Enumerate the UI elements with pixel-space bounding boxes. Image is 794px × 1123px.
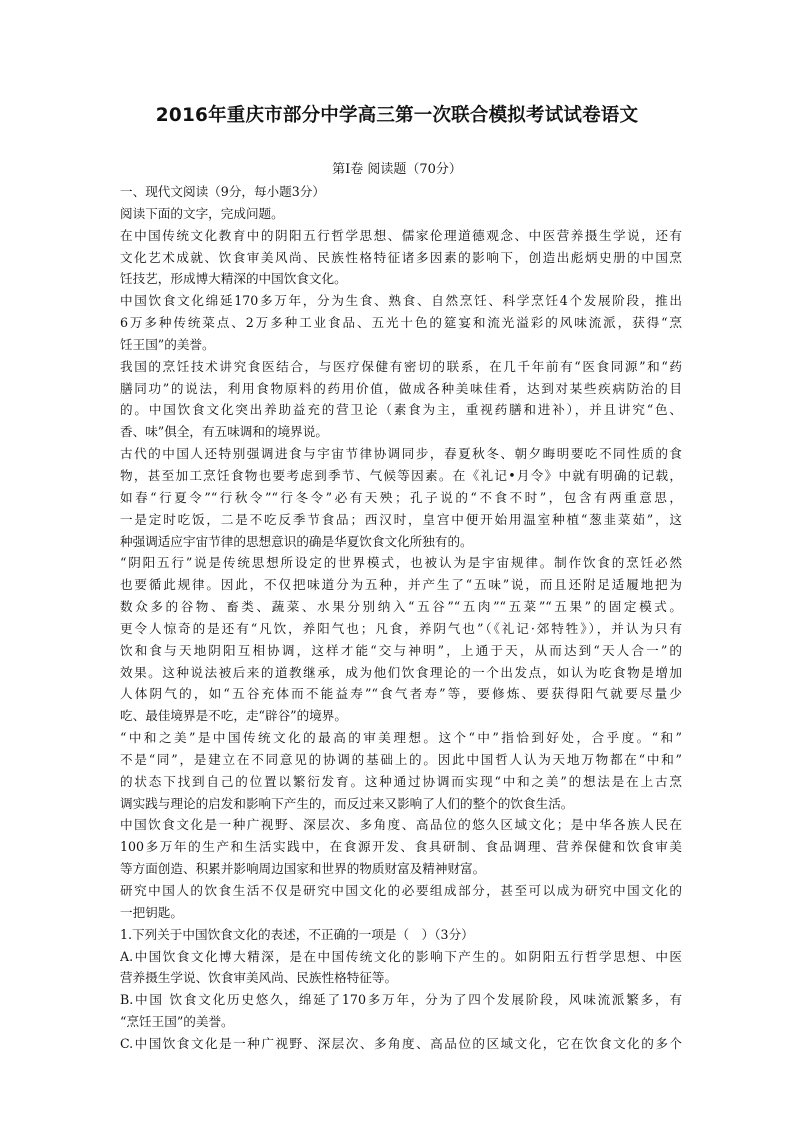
text-line: “中和之美”是中国传统文化的最高的审美理想。这个“中”指恰到好处，合乎度。“和” bbox=[120, 730, 682, 746]
text-line: 研究中国人的饮食生活不仅是研究中国文化的必要组成部分，甚至可以成为研究中国文化的 bbox=[120, 883, 682, 898]
text-line: 饮和食与天地阴阳互相协调，这样才能“交与神明”，上通于天，从而达到“天人合一”的 bbox=[120, 642, 682, 658]
option-c: C.中国饮食文化是一种广视野、深层次、多角度、高品位的区域文化，它在饮食文化的多个 bbox=[120, 1035, 682, 1051]
text-line: 在中国传统文化教育中的阴阳五行哲学思想、儒家伦理道德观念、中医营养摄生学说，还有 bbox=[120, 227, 682, 243]
text-line: 饪技艺，形成博大精深的中国饮食文化。 bbox=[120, 271, 347, 287]
text-line: 膳同功”的说法，利用食物原料的药用价值，做成各种美味佳肴，达到对某些疾病防治的目 bbox=[120, 380, 682, 396]
text-line: 也要循此规律。因此，不仅把味道分为五种，并产生了“五味”说，而且还附足适履地把为 bbox=[120, 577, 682, 593]
option-b-continued: “烹饪王国”的美誉。 bbox=[120, 1014, 234, 1030]
text-line: “阴阳五行”说是传统思想所设定的世界模式，也被认为是宇宙规律。制作饮食的烹饪必然 bbox=[120, 555, 682, 571]
text-line: 中国饮食文化是一种广视野、深层次、多角度、高品位的悠久区域文化；是中华各族人民在 bbox=[120, 817, 682, 833]
option-b: B.中国 饮食文化历史悠久，绵延了170多万年，分为了四个发展阶段，风味流派繁多，有 bbox=[120, 992, 682, 1008]
text-line: 等方面创造、积累并影响周边国家和世界的物质财富及精神财富。 bbox=[120, 861, 486, 877]
text-line: 数众多的谷物、畜类、蔬菜、水果分别纳入“五谷”“五肉”“五菜”“五果”的固定模式。 bbox=[120, 599, 682, 615]
text-line: 文化艺术成就、饮食审美风尚、民族性格特征诸多因素的影响下，创造出彪炳史册的中国烹 bbox=[120, 249, 682, 265]
text-line: 饪王国”的美誉。 bbox=[120, 336, 215, 352]
question-1-stem: 1.下列关于中国饮食文化的表述，不正确的一项是（ ）（3分） bbox=[120, 926, 474, 942]
text-line: 香、味”俱全，有五味调和的境界说。 bbox=[120, 424, 328, 440]
option-a-continued: 营养摄生学说、饮食审美风尚、民族性格特征等。 bbox=[120, 970, 398, 986]
text-line: 我国的烹饪技术讲究食医结合，与医疗保健有密切的联系，在几千年前有“医食同源”和“药 bbox=[120, 358, 682, 374]
text-line: 调实践与理论的启发和影响下产生的，而反过来又影响了人们的整个的饮食生活。 bbox=[120, 795, 574, 811]
text-line: 一、现代文阅读（9分，每小题3分） bbox=[120, 184, 325, 199]
text-line: 中国饮食文化绵延170多万年，分为生食、熟食、自然烹饪、科学烹饪4个发展阶段，推出 bbox=[120, 293, 682, 309]
text-line: 的。中国饮食文化突出养助益充的营卫论（素食为主，重视药膳和进补），并且讲究“色、 bbox=[120, 402, 682, 418]
text-line: 吃、最佳境界是不吃，走“辟谷”的境界。 bbox=[120, 708, 347, 724]
text-line: 一是定时吃饭，二是不吃反季节食品；西汉时，皇宫中便开始用温室种植“葱韭菜茹”，这 bbox=[120, 511, 682, 527]
text-line: 的状态下找到自己的位置以繁衍发育。这种通过协调而实现“中和之美”的想法是在上古烹 bbox=[120, 773, 682, 789]
text-line: 效果。这种说法被后来的道教继承，成为他们饮食理论的一个出发点，如认为吃食物是增加 bbox=[120, 664, 682, 680]
text-line: 更令人惊奇的是还有“凡饮，养阳气也；凡食，养阴气也”（《礼记·郊特牲》），并认为只有 bbox=[120, 620, 682, 636]
text-line: 古代的中国人还特别强调进食与宇宙节律协调同步，春夏秋冬、朝夕晦明要吃不同性质的食 bbox=[120, 446, 682, 462]
text-line: 种强调适应宇宙节律的思想意识的确是华夏饮食文化所独有的。 bbox=[120, 533, 473, 549]
text-line: 人体阴气的，如“五谷充体而不能益寿”“食气者寿”等，要修炼、要获得阳气就要尽量少 bbox=[120, 686, 682, 702]
text-line: 如春“行夏令”“行秋令”“行冬令”必有天殃；孔子说的“不食不时”，包含有两重意思， bbox=[120, 489, 682, 505]
document-title: 2016年重庆市部分中学高三第一次联合模拟考试试卷语文 bbox=[155, 105, 639, 126]
text-line: 物，甚至加工烹饪食物也要考虑到季节、气候等因素。在《礼记•月令》中就有明确的记载， bbox=[120, 467, 682, 483]
document-body bbox=[120, 181, 682, 1055]
text-line: 100多万年的生产和生活实践中，在食源开发、食具研制、食品调理、营养保健和饮食审美 bbox=[120, 839, 682, 855]
section-heading: 第Ⅰ卷 阅读题（70分） bbox=[332, 162, 462, 177]
text-line: 阅读下面的文字，完成问题。 bbox=[120, 205, 284, 221]
text-line: 一把钥匙。 bbox=[120, 904, 183, 920]
option-a: A.中国饮食文化博大精深，是在中国传统文化的影响下产生的。如阴阳五行哲学思想、中医 bbox=[120, 948, 682, 964]
text-line: 6万多种传统菜点、2万多种工业食品、五光十色的筵宴和流光溢彩的风味流派，获得“烹 bbox=[120, 315, 682, 331]
text-line: 不是“同”，是建立在不同意见的协调的基础上的。因此中国哲人认为天地万物都在“中和” bbox=[120, 751, 682, 767]
